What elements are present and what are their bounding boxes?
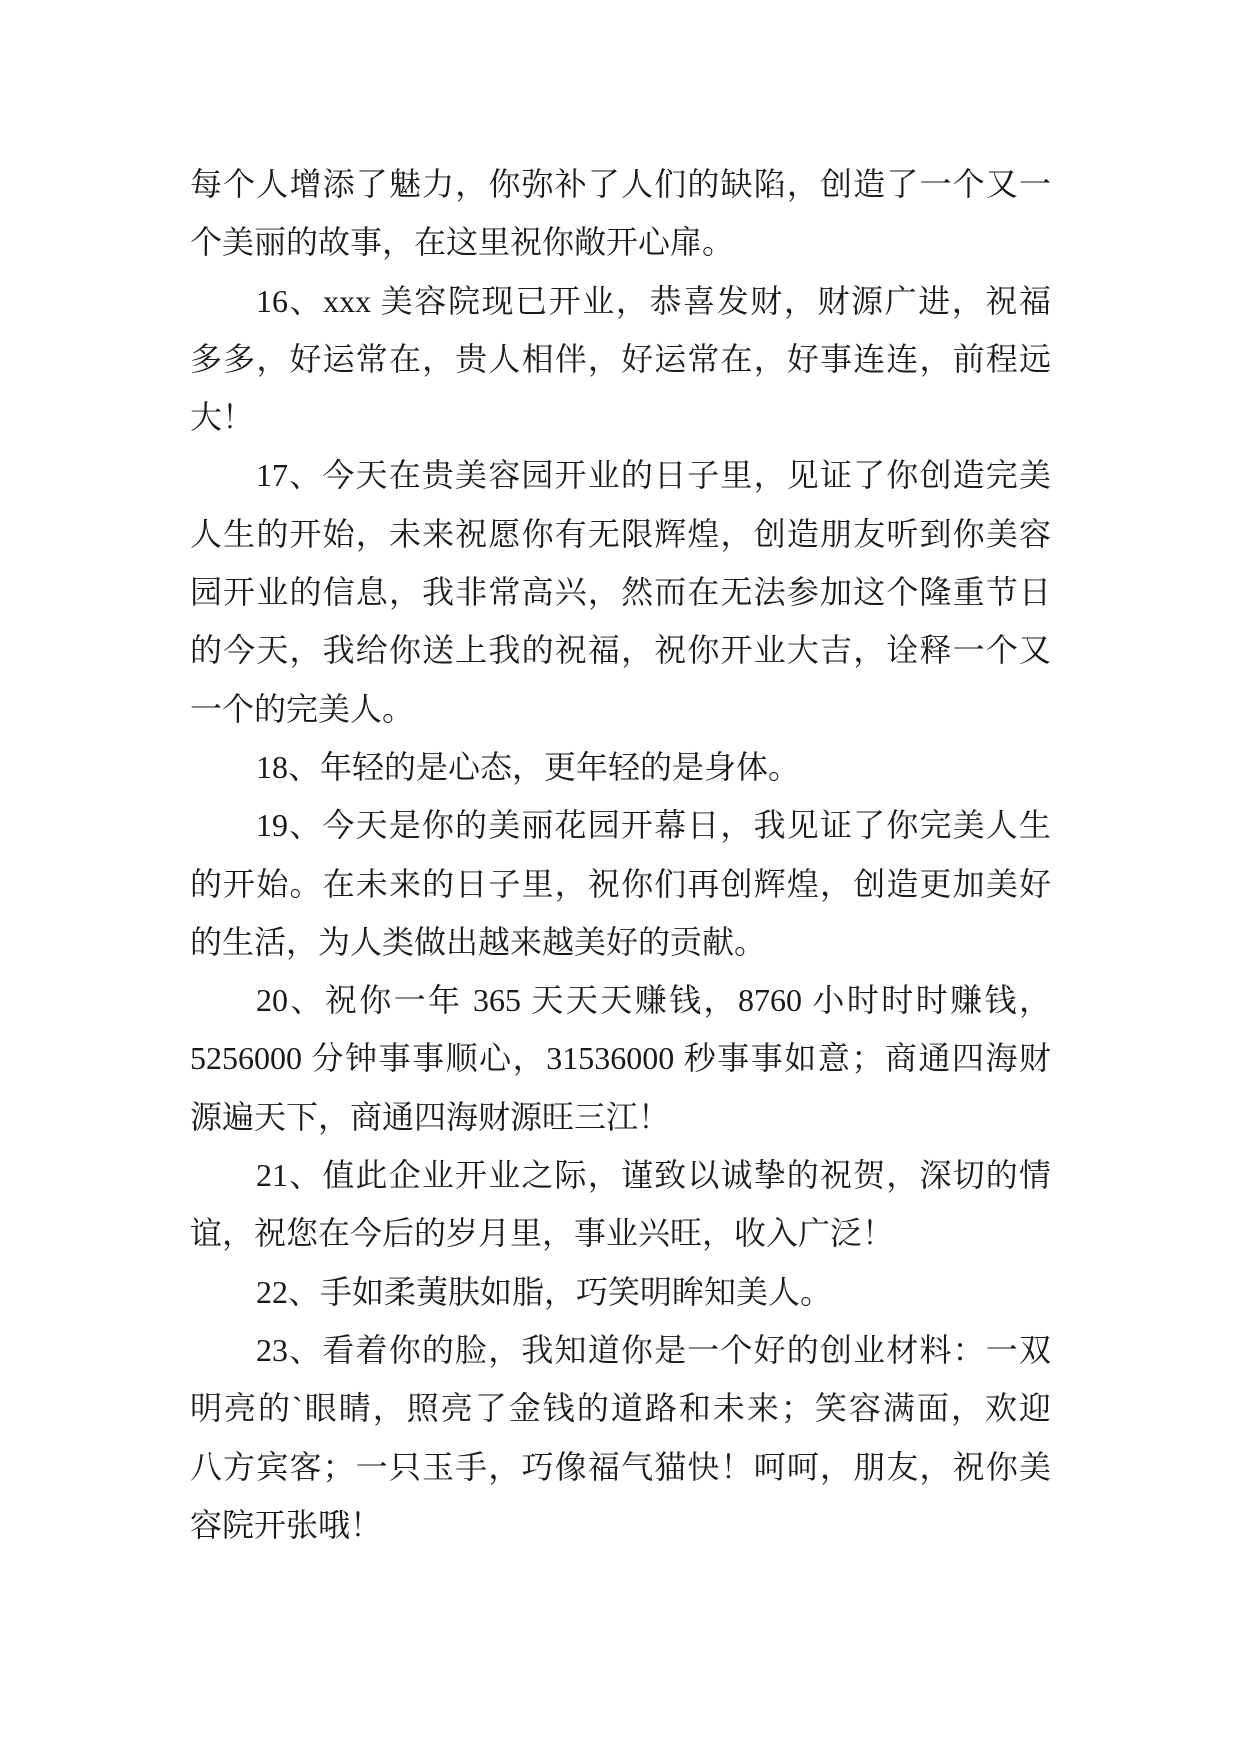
text-line: 5256000 分钟事事顺心，31536000 秒事事如意；商通四海财 xyxy=(190,1040,1051,1077)
text-line: 多多，好运常在，贵人相伴，好运常在，好事连连，前程远 xyxy=(190,340,1051,377)
text-line: 一个的完美人。 xyxy=(190,690,415,727)
paragraph xyxy=(190,738,1051,796)
text-line: 的今天，我给你送上我的祝福，祝你开业大吉，诠释一个又 xyxy=(190,632,1051,669)
document-body xyxy=(190,155,1051,1554)
paragraph xyxy=(190,155,1051,272)
paragraph xyxy=(190,971,1051,1146)
text-line: 21、值此企业开业之际，谨致以诚挚的祝贺，深切的情 xyxy=(256,1157,1051,1194)
text-line: 22、手如柔荑肤如脂，巧笑明眸知美人。 xyxy=(256,1273,833,1310)
paragraph xyxy=(190,446,1051,737)
text-line: 23、看着你的脸，我知道你是一个好的创业材料：一双 xyxy=(256,1331,1051,1368)
text-line: 谊，祝您在今后的岁月里，事业兴旺，收入广泛！ xyxy=(190,1215,895,1252)
text-line: 16、xxx 美容院现已开业，恭喜发财，财源广进，祝福 xyxy=(256,282,1051,319)
paragraph xyxy=(190,1321,1051,1554)
paragraph xyxy=(190,272,1051,447)
text-line: 的开始。在未来的日子里，祝你们再创辉煌，创造更加美好 xyxy=(190,865,1051,902)
text-line: 个美丽的故事，在这里祝你敞开心扉。 xyxy=(190,224,735,261)
text-line: 17、今天在贵美容园开业的日子里，见证了你创造完美 xyxy=(256,457,1051,494)
paragraph xyxy=(190,1263,1051,1321)
text-line: 每个人增添了魅力，你弥补了人们的缺陷，创造了一个又一 xyxy=(190,166,1051,202)
text-line: 人生的开始，未来祝愿你有无限辉煌，创造朋友听到你美容 xyxy=(190,515,1051,552)
text-line: 容院开张哦！ xyxy=(190,1506,383,1543)
text-line: 八方宾客；一只玉手，巧像福气猫快！呵呵，朋友，祝你美 xyxy=(190,1448,1051,1485)
paragraph xyxy=(190,1146,1051,1263)
paragraph xyxy=(190,796,1051,971)
text-line: 的生活，为人类做出越来越美好的贡献。 xyxy=(190,923,767,960)
text-line: 源遍天下，商通四海财源旺三江！ xyxy=(190,1098,671,1135)
text-line: 园开业的信息，我非常高兴，然而在无法参加这个隆重节日 xyxy=(190,574,1051,611)
text-line: 明亮的`眼睛，照亮了金钱的道路和未来；笑容满面，欢迎 xyxy=(190,1390,1051,1427)
text-line: 大！ xyxy=(190,399,255,436)
text-line: 19、今天是你的美丽花园开幕日，我见证了你完美人生 xyxy=(256,807,1051,844)
text-line: 18、年轻的是心态，更年轻的是身体。 xyxy=(256,748,801,785)
text-line: 20、祝你一年 365 天天天赚钱，8760 小时时时赚钱， xyxy=(256,982,1051,1019)
